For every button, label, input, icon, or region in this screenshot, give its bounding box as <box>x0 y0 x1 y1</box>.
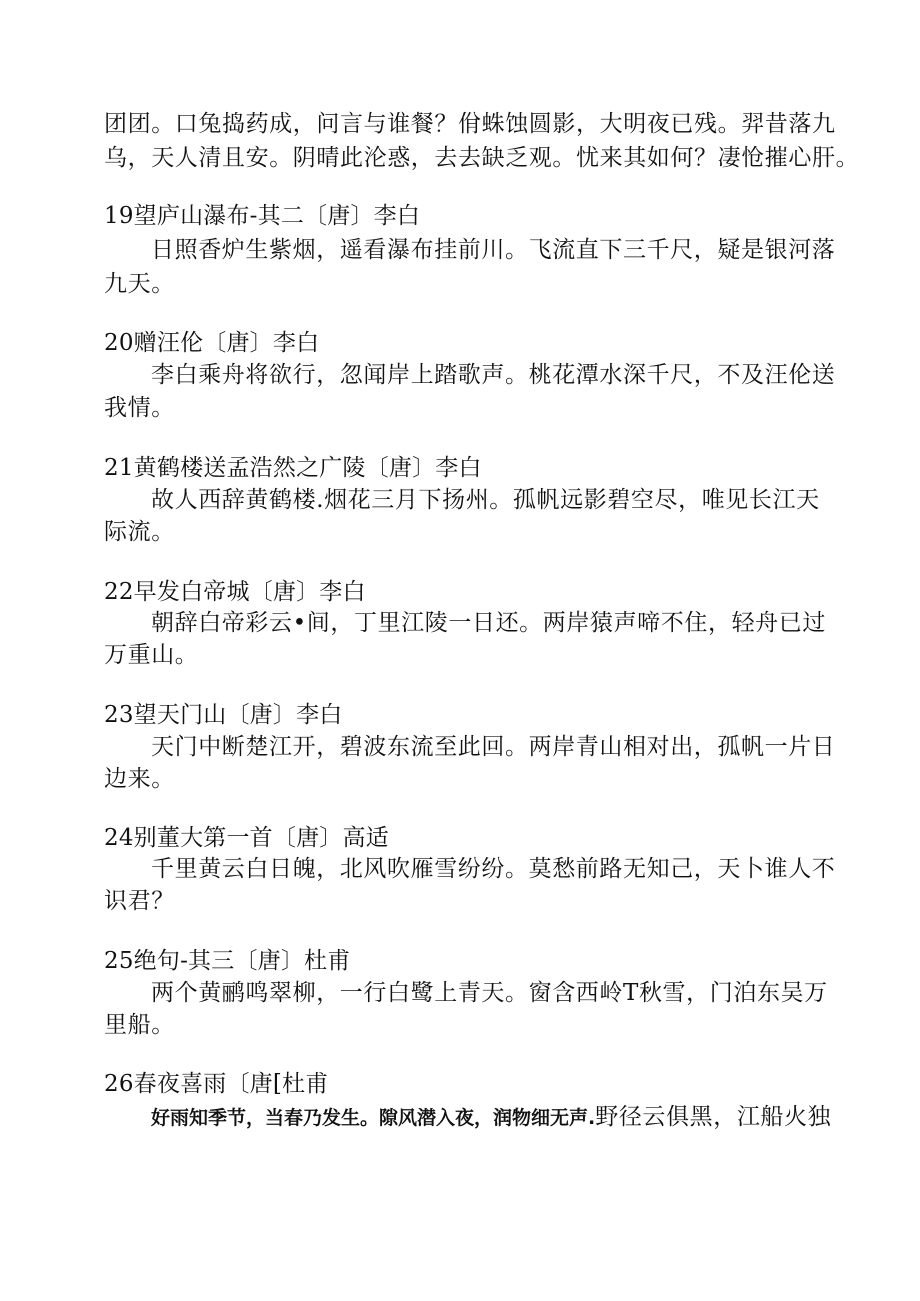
poem-text-line: 千里黄云白日魄，北风吹雁雪纷纷。莫愁前路无知己，天卜谁人不 <box>151 856 836 882</box>
poem-title-24: 24别董大第一首〔唐〕高适 <box>104 825 389 851</box>
poem-text-line: 里船。 <box>104 1012 175 1038</box>
poem-text-line: 九天。 <box>104 271 175 297</box>
poem-text-line: 我情。 <box>104 395 175 421</box>
poem-text-bold-segment: 好雨知季节，当春乃发生。隙风潜入夜，润物细无声. <box>151 1107 596 1129</box>
poem-text-line: 李白乘舟将欲行，忽闻岸上踏歌声。桃花潭水深千尺，不及汪伦送 <box>151 362 836 388</box>
poem-text-line: 两个黄鹂鸣翠柳，一行白鹭上青天。窗含西岭T秋雪，门泊东吴万 <box>151 980 828 1006</box>
poem-text-line: 故人西辞黄鹤楼.烟花三月下扬州。孤帆远影碧空尽，唯见长江天 <box>151 487 820 513</box>
poem-title-22: 22早发白帝城〔唐〕李白 <box>104 579 366 605</box>
poem-title-20: 20赠汪伦〔唐〕李白 <box>104 330 320 356</box>
poem-title-21: 21黄鹤楼送孟浩然之广陵〔唐〕李白 <box>104 455 482 481</box>
poem-text-line: 边来。 <box>104 766 175 792</box>
poem-text-line: 朝辞白帝彩云•间，丁里江陵一日还。两岸猿声啼不住，轻舟已过 <box>151 610 826 636</box>
poem-title-25: 25绝句-其三〔唐〕杜甫 <box>104 948 351 974</box>
poem-text-line: 乌，天人清且安。阴晴此沦惑，去去缺乏观。忧来其如何？凄怆摧心肝。 <box>104 145 860 171</box>
poem-text-line <box>0 1101 920 1134</box>
poem-text-line: 际流。 <box>104 519 175 545</box>
poem-title-19: 19望庐山瀑布-其二〔唐〕李白 <box>104 203 421 229</box>
poem-text-line: 团团。口兔捣药成，问言与谁餐？佾蛛蚀圆影，大明夜已残。羿昔落九 <box>104 111 836 137</box>
poem-text-line: 日照香炉生紫烟，遥看瀑布挂前川。飞流直下三千尺，疑是银河落 <box>151 237 836 263</box>
poem-text-line: 万重山。 <box>104 642 199 668</box>
poem-text-line: 天门中断楚江开，碧波东流至此回。两岸青山相对出，孤帆一片日 <box>151 734 836 760</box>
poem-title-26: 26春夜喜雨〔唐[杜甫 <box>104 1071 329 1097</box>
poem-text-segment: 野径云俱黑，江船火独 <box>595 1104 832 1130</box>
poem-text-line: 识君？ <box>104 888 175 914</box>
poem-title-23: 23望天门山〔唐〕李白 <box>104 702 343 728</box>
